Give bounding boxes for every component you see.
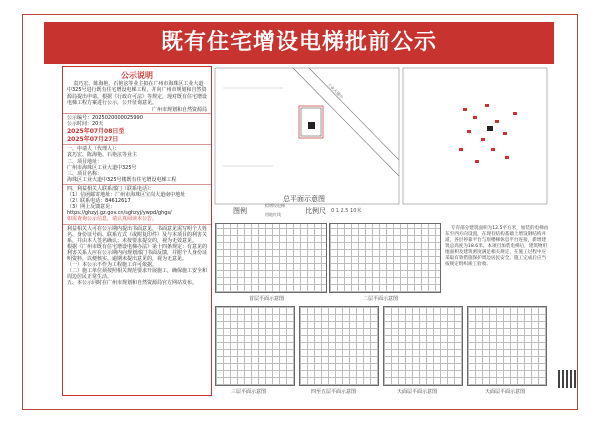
contact-label: 四、利益相关人联系部门（联系电话）： [67,185,155,192]
contact-1: （1）信函邮寄地址：广州市海珠区宝岗大道南中地址 [67,192,186,199]
date-from: 2025年07月08日至 [67,128,125,136]
map-building-3 [485,104,489,107]
batch-number: 公示编号：2025020000025990 [67,115,143,122]
applicant-label: 一、申请人（代理人）： [67,146,120,153]
notice-intro: 袁巧宏、陈海艳、石艳泫等业主拟在广州市海珠区工业大道中325号进行既有住宅增设电梯工程，并向广州市规划和自然资源局提出申请。根据《行政许可法》等规定，现对既有住宅增设电梯工程方案进行公示，公开征询意见。 [67,81,208,106]
floor-plan-5 [383,306,463,386]
qr-code-icon[interactable] [558,370,576,388]
body-2: 利益相关人可在公示期内提出书面意见，书面意见需写明个人姓名、身份证号码、联系方式（或附复印件）及与本项目的利害关系，并由本人签名确认；未按要求提交的，视为无效意见。 [67,225,208,244]
map-building-1 [463,108,467,111]
project: 海珠区工业大道中325号楼既有住宅增设电梯工程 [67,176,177,183]
period-length: 公示时间：20天 [67,121,104,128]
legend-label: 图例 [233,207,247,215]
map-building-9 [513,112,517,115]
body-5: （二）施工单位须按照相关规范要求开展施工，确保施工安全和周边居民正常生活。 [67,268,208,281]
location-map [403,68,547,204]
floor-4-title: 四至五层平面示意图 [311,389,357,395]
scale-label: 比例尺 [305,207,326,215]
page-title: 既有住宅增设电梯批前公示 [44,22,554,64]
floor-plan-2 [329,223,441,293]
floor-2-title: 二层平面示意图 [363,296,399,302]
applicant-section [63,144,211,184]
site-plan-title: 总平面示意图 [283,195,325,203]
notice-meta [63,113,211,128]
map-building-11 [475,160,479,163]
notice-panel [62,66,212,396]
plan-area [213,66,551,396]
body-4: （一）本公示不作为工程施工许可依据。 [67,262,158,269]
scale-ticks: 0 1 2.5 10米 [331,208,362,214]
floor-plan-3 [215,306,295,386]
elevator-marker [308,122,315,129]
design-notes: 专有部分建筑面积为12.5平方米，加装的电梯由东至西方向设置，在现有结构基础上增设钢结构井道，各层停靠平台与原楼梯休息平台连接，新增建筑总高度为18.6米。本项目加装电梯后，建筑物用地面积及建筑密度满足相关规定，在施工过程中应采取有效措施保护周边居民安全。施工完成后应当按规定组织竣工验收。 [445,226,549,267]
online-label: （3）网上反馈意见： [67,204,116,211]
map-building-8 [491,148,495,151]
notice-title: 公示说明 [121,71,153,80]
floor-3-title: 三层平面示意图 [231,389,267,395]
floor-6-title: 天面层平面示意图 [485,389,526,395]
floor-plan-1 [215,223,327,293]
floor-5-title: 天面层平面示意图 [397,389,438,395]
project-label: 三、项目名称： [67,170,103,177]
road-edge-2 [309,68,399,160]
online-link[interactable]: https://ghzyj.gz.gov.cn/sghzyj/ywpd/ghgs/ [67,210,172,217]
body-6: 五、本公示同时在广州市规划和自然资源局官方网站发布。 [67,280,198,287]
contact-section [63,184,211,224]
map-building-6 [481,138,485,141]
map-building-10 [459,148,463,151]
map-building-2 [473,116,477,119]
map-building-4 [495,120,499,123]
floor-1-title: 首层平面示意图 [249,296,285,302]
contact-2: （2）联系电话：84612617 [67,198,131,205]
date-to: 2025年07月27日 [67,136,119,144]
legend-new: 拟增设电梯 [265,203,285,208]
map-building-12 [505,156,509,159]
road-label: 工业大道中 [326,81,345,100]
applicant: 袁巧宏、陈海艳、石艳泫等业主 [67,152,138,159]
map-building-5 [467,130,471,133]
body-section [63,224,211,288]
map-target [487,126,493,131]
site-label: 二、项目地址： [67,158,103,165]
floor-plan-4 [299,306,379,386]
legend-red: 用地红线 [265,212,281,217]
body-3: 根据《广州市既有住宅增设电梯办法》第十四条规定：有意见的利害关系人应在公示期内向规划部门书面反馈，并附个人身份证明资料，以便核实。逾期未提出意见的，视为无意见。 [67,243,208,262]
issuer: 广州市规划和自然资源局 [151,107,207,114]
site: 广州市海珠区工业大道中325号 [67,164,137,171]
map-building-7 [503,132,507,135]
floor-plan-6 [467,306,547,386]
red-notice: 如需查询公示信息，请认真阅读本公告。 [67,216,158,223]
